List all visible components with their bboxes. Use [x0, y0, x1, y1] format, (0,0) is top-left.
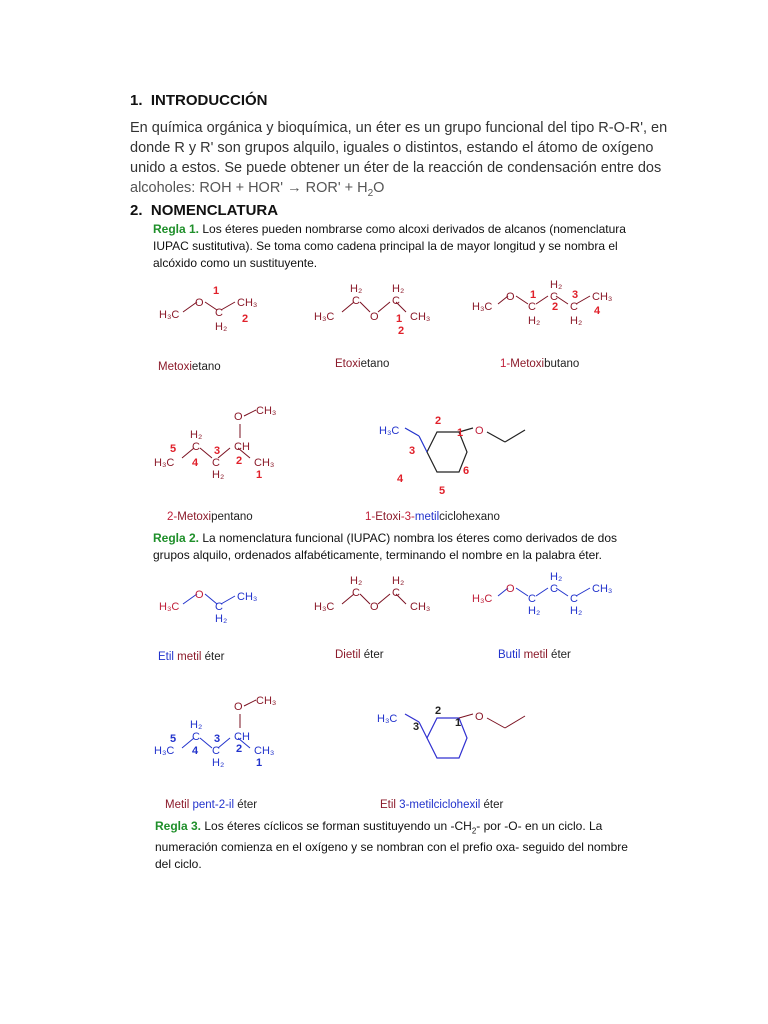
svg-text:H₃C: H₃C: [154, 457, 175, 469]
caption-etoxi-metilciclohexano: 1-Etoxi-3-metilciclohexano: [365, 511, 500, 523]
para-line-2: donde R y R' son grupos alquilo, iguales o distintos, estando el átomo de oxígeno: [130, 140, 654, 156]
svg-text:H₃C: H₃C: [154, 745, 175, 757]
svg-text:H₂: H₂: [350, 283, 363, 295]
etil-3-metilciclohexil-eter-structure: [375, 700, 545, 780]
section1-heading: [130, 92, 268, 109]
svg-text:C: C: [392, 587, 400, 599]
svg-text:2: 2: [236, 743, 243, 755]
rule2-text: Regla 2. La nomenclatura funcional (IUPAC) nombra los éteres como derivados de dos grupos alquilo, ordenados alfabéticamente, terminando el nombre en la palabra éter.: [153, 531, 618, 562]
para-line-1: En química orgánica y bioquímica, un éter es un grupo funcional del tipo R-O-R', en: [130, 120, 668, 136]
svg-text:C: C: [570, 593, 578, 605]
rule3-text: Regla 3. Los éteres cíclicos se forman sustituyendo un $-CH_2-$ por -O- en un ciclo. La numeración comienza en el oxígeno y se nombran con el prefio oxa- seguido del nombre del ciclo.: [155, 819, 628, 872]
rule1-text: Regla 1. Los éteres pueden nombrarse como alcoxi derivados de alcanos (nomenclatura IUPAC sustitutiva). Se toma como cadena principal la de mayor longitud y se nombra el alcóxido como un sustituyente.: [153, 222, 626, 270]
svg-text:H₃C: H₃C: [314, 601, 335, 613]
svg-text:CH₃: CH₃: [256, 405, 277, 417]
svg-text:CH₃: CH₃: [592, 583, 613, 595]
butil-metil-eter-structure: [470, 570, 630, 630]
svg-text:C: C: [550, 291, 558, 303]
svg-text:O: O: [506, 291, 515, 303]
svg-text:C: C: [192, 441, 200, 453]
caption-dietil-eter: Dietil éter: [335, 649, 384, 661]
metoxipentano-structure: [152, 398, 292, 483]
section1-number: 1.: [130, 92, 143, 109]
svg-text:CH₃: CH₃: [254, 745, 275, 757]
svg-text:O: O: [475, 425, 484, 437]
svg-text:3: 3: [214, 733, 221, 745]
svg-text:H₂: H₂: [550, 571, 563, 583]
svg-text:H₂: H₂: [550, 279, 563, 291]
svg-text:H₃C: H₃C: [314, 311, 335, 323]
svg-text:2: 2: [435, 705, 442, 717]
caption-etoxietano: Etoxietano: [335, 358, 390, 370]
svg-text:2: 2: [398, 325, 405, 337]
rule2-label: Regla 2.: [153, 531, 200, 545]
svg-text:O: O: [506, 583, 515, 595]
svg-text:4: 4: [192, 745, 199, 757]
svg-text:CH₃: CH₃: [410, 311, 431, 323]
section2-heading: [130, 202, 278, 219]
etoxietano-structure: [312, 282, 452, 342]
svg-text:O: O: [475, 711, 484, 723]
svg-text:C: C: [528, 301, 536, 313]
svg-text:H₂: H₂: [215, 321, 228, 333]
svg-text:CH: CH: [234, 731, 250, 743]
svg-text:5: 5: [170, 733, 177, 745]
svg-text:CH₃: CH₃: [254, 457, 275, 469]
svg-text:CH₃: CH₃: [237, 297, 258, 309]
caption-butil-metil-eter: Butil metil éter: [498, 649, 571, 661]
caption-metoxipentano: 2-Metoxipentano: [167, 511, 253, 523]
svg-text:1: 1: [457, 427, 464, 439]
svg-text:O: O: [234, 701, 243, 713]
svg-text:C: C: [550, 583, 558, 595]
svg-text:H₂: H₂: [215, 613, 228, 625]
svg-text:C: C: [215, 601, 223, 613]
svg-text:H₃C: H₃C: [379, 425, 400, 437]
reaction-line: alcoholes: ROH + $HOR' \to ROR' + H_2O$: [130, 180, 385, 199]
svg-text:C: C: [192, 731, 200, 743]
svg-text:H₃C: H₃C: [377, 713, 398, 725]
svg-text:H₂: H₂: [350, 575, 363, 587]
caption-metoxibutano: 1-Metoxibutano: [500, 358, 580, 370]
svg-text:1: 1: [530, 289, 537, 301]
etoxi-metilciclohexano-structure: [375, 410, 545, 500]
svg-text:C: C: [352, 587, 360, 599]
svg-text:1: 1: [213, 285, 220, 297]
caption-metoxietano: Metoxietano: [158, 361, 221, 373]
svg-text:C: C: [392, 295, 400, 307]
svg-text:3: 3: [572, 289, 579, 301]
svg-text:CH: CH: [234, 441, 250, 453]
metoxietano-structure: [155, 280, 275, 340]
svg-text:3: 3: [409, 445, 416, 457]
svg-text:4: 4: [397, 473, 404, 485]
etil-metil-eter-structure: [155, 580, 275, 640]
svg-text:O: O: [195, 589, 204, 601]
para-line-3: unido a estos. Se puede obtener un éter de la reacción de condensación entre dos: [130, 160, 662, 176]
svg-text:C: C: [570, 301, 578, 313]
metoxibutano-structure: [470, 278, 630, 338]
svg-text:5: 5: [170, 443, 177, 455]
svg-text:H₂: H₂: [190, 429, 203, 441]
section2-title: NOMENCLATURA: [150, 202, 279, 219]
svg-text:C: C: [212, 457, 220, 469]
svg-text:CH₃: CH₃: [237, 591, 258, 603]
svg-text:4: 4: [594, 305, 601, 317]
metil-pent-2-il-eter-structure: [152, 688, 292, 773]
svg-text:1: 1: [256, 469, 263, 481]
svg-text:O: O: [195, 297, 204, 309]
caption-etil-metil-eter: Etil metil éter: [158, 651, 225, 663]
svg-text:H₂: H₂: [570, 605, 583, 617]
svg-text:1: 1: [256, 757, 263, 769]
svg-text:H₂: H₂: [528, 315, 541, 327]
svg-text:H₂: H₂: [570, 315, 583, 327]
svg-text:C: C: [212, 745, 220, 757]
svg-text:1: 1: [455, 717, 462, 729]
svg-text:2: 2: [552, 301, 559, 313]
svg-text:H₂: H₂: [528, 605, 541, 617]
caption-metil-pent-2-il-eter: Metil pent-2-il éter: [165, 799, 258, 811]
svg-text:CH₃: CH₃: [592, 291, 613, 303]
svg-text:C: C: [352, 295, 360, 307]
svg-text:CH₃: CH₃: [410, 601, 431, 613]
svg-text:6: 6: [463, 465, 470, 477]
section1-paragraph: [130, 118, 670, 204]
section1-title: INTRODUCCIÓN: [150, 92, 268, 109]
svg-text:O: O: [370, 311, 379, 323]
svg-text:H₂: H₂: [212, 757, 225, 769]
svg-text:5: 5: [439, 485, 446, 497]
section2-number: 2.: [130, 202, 143, 219]
svg-text:H₃C: H₃C: [472, 593, 493, 605]
rule3-label: Regla 3.: [155, 819, 202, 833]
svg-text:H₃C: H₃C: [159, 309, 180, 321]
svg-text:H₂: H₂: [392, 575, 405, 587]
svg-text:CH₃: CH₃: [256, 695, 277, 707]
rule1-label: Regla 1.: [153, 222, 200, 236]
svg-text:H₃C: H₃C: [472, 301, 493, 313]
svg-text:2: 2: [435, 415, 442, 427]
svg-text:H₂: H₂: [212, 469, 225, 481]
svg-text:H₂: H₂: [392, 283, 405, 295]
caption-etil-3-metilciclohexil-eter: Etil 3-metilciclohexil éter: [380, 799, 504, 811]
svg-text:C: C: [528, 593, 536, 605]
svg-text:2: 2: [242, 313, 249, 325]
svg-text:H₂: H₂: [190, 719, 203, 731]
svg-text:O: O: [370, 601, 379, 613]
svg-text:1: 1: [396, 313, 403, 325]
svg-text:4: 4: [192, 457, 199, 469]
dietil-eter-structure: [312, 574, 452, 634]
svg-text:3: 3: [214, 445, 221, 457]
svg-text:C: C: [215, 307, 223, 319]
svg-text:H₃C: H₃C: [159, 601, 180, 613]
svg-text:3: 3: [413, 721, 420, 733]
svg-text:2: 2: [236, 455, 243, 467]
svg-text:O: O: [234, 411, 243, 423]
